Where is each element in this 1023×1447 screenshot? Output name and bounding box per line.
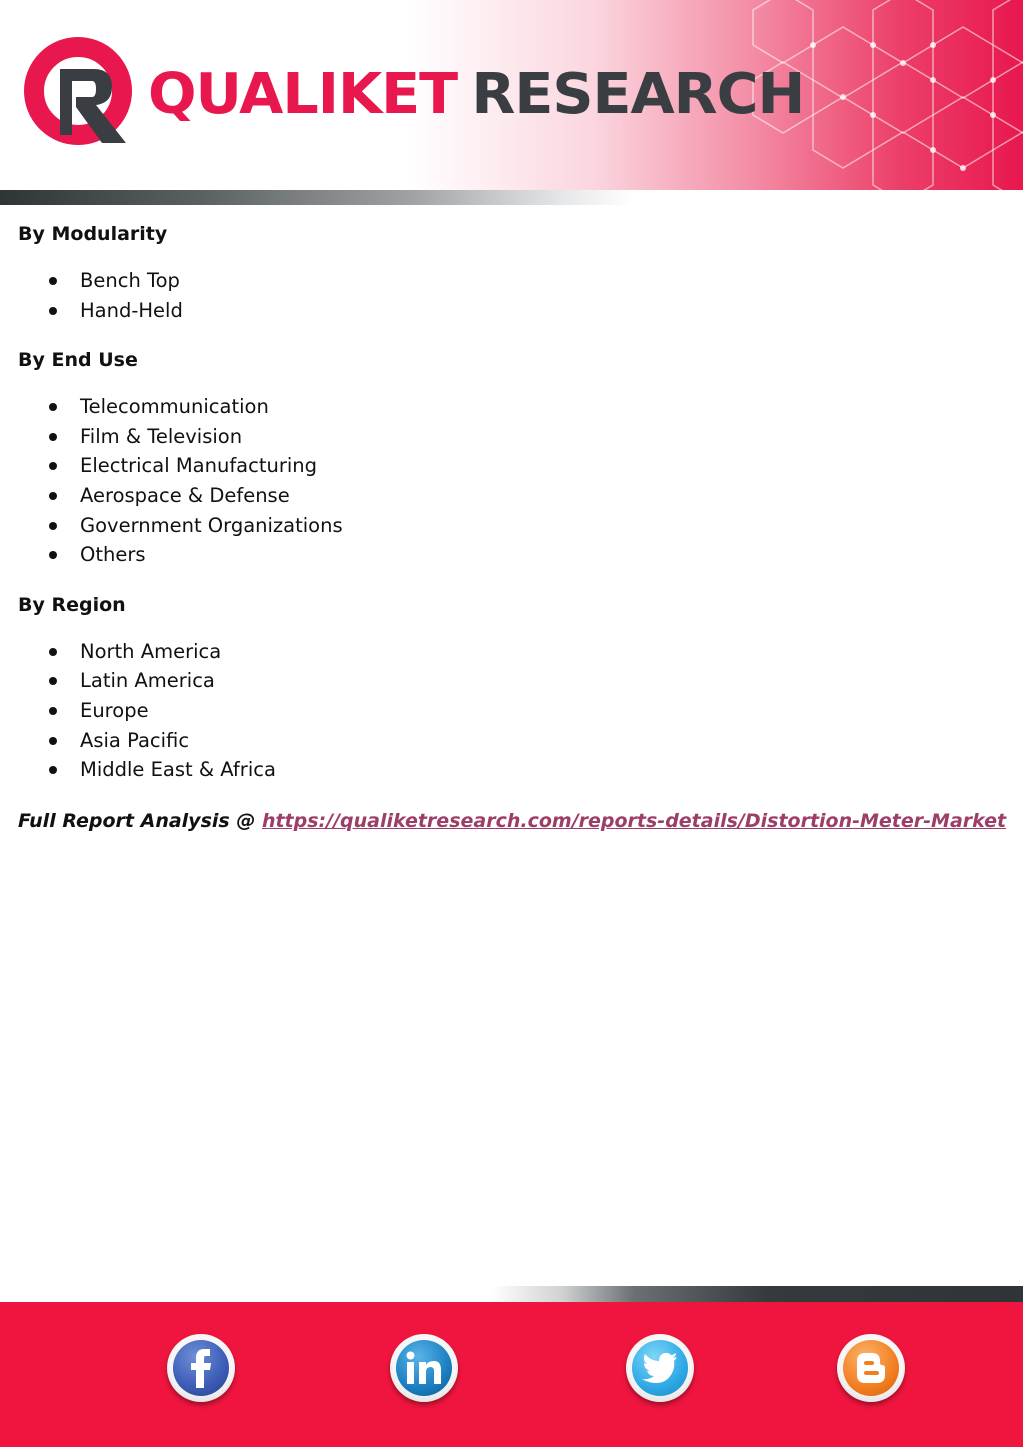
bullet-list <box>18 392 998 570</box>
list-item <box>18 511 998 541</box>
list-item <box>18 726 998 756</box>
bullet-list <box>18 637 998 785</box>
list-item-label: Others <box>80 543 146 567</box>
list-item-label: Middle East & Africa <box>80 758 276 782</box>
list-item-label: Bench Top <box>80 269 180 292</box>
list-item-label: Telecommunication <box>80 395 269 419</box>
list-item <box>18 666 998 696</box>
twitter-icon <box>632 1340 688 1396</box>
full-report-label: Full Report Analysis @ <box>18 809 256 832</box>
section-end-use <box>18 348 998 570</box>
section-modularity <box>18 222 998 325</box>
list-item-label: Film & Television <box>80 424 243 448</box>
brand-word-research: RESEARCH <box>471 62 805 127</box>
bullet-icon <box>49 551 57 559</box>
list-item-label: Latin America <box>80 669 215 693</box>
section-heading: By End Use <box>18 349 138 372</box>
bullet-icon <box>49 492 57 500</box>
list-item <box>18 481 998 511</box>
linkedin-button[interactable] <box>390 1334 458 1402</box>
bullet-icon <box>49 677 57 685</box>
bullet-icon <box>49 648 57 656</box>
list-item-label: Asia Pacific <box>80 728 190 752</box>
list-item <box>18 296 998 326</box>
bullet-icon <box>49 403 57 411</box>
list-item <box>18 696 998 726</box>
header-divider-bar <box>0 190 1023 205</box>
blogger-icon <box>843 1340 899 1396</box>
list-item <box>18 266 998 296</box>
footer-divider-bar <box>0 1286 1023 1302</box>
linkedin-icon <box>396 1340 452 1396</box>
bullet-icon <box>49 462 57 470</box>
full-report-link[interactable]: https://qualiketresearch.com/reports-details/Distortion-Meter-Market <box>261 809 1007 832</box>
bullet-icon <box>49 277 57 285</box>
section-region <box>18 593 998 785</box>
list-item <box>18 755 998 785</box>
list-item-label: Electrical Manufacturing <box>80 454 318 478</box>
bullet-icon <box>49 737 57 745</box>
list-item-label: Hand-Held <box>80 298 183 322</box>
qualiket-logo-icon <box>22 35 144 151</box>
facebook-button[interactable] <box>167 1334 235 1402</box>
list-item <box>18 637 998 667</box>
list-item <box>18 540 998 570</box>
bullet-list <box>18 266 998 325</box>
document-body <box>18 222 1007 834</box>
section-heading: By Modularity <box>18 223 168 245</box>
list-item-label: Europe <box>80 698 149 722</box>
blogger-button[interactable] <box>837 1334 905 1402</box>
twitter-button[interactable] <box>626 1334 694 1402</box>
bullet-icon <box>49 766 57 774</box>
brand-word-qualiket: QUALIKET <box>148 62 458 127</box>
list-item <box>18 422 998 452</box>
list-item-label: Aerospace & Defense <box>80 483 290 507</box>
page-header <box>0 0 1023 190</box>
bullet-icon <box>49 522 57 530</box>
list-item <box>18 392 998 422</box>
brand-name <box>148 62 804 128</box>
bullet-icon <box>49 307 57 315</box>
list-item-label: North America <box>80 639 222 663</box>
facebook-icon <box>173 1340 229 1396</box>
section-heading: By Region <box>18 593 126 616</box>
bullet-icon <box>49 433 57 441</box>
list-item <box>18 451 998 481</box>
full-report-line <box>18 808 1007 834</box>
bullet-icon <box>49 707 57 715</box>
list-item-label: Government Organizations <box>80 513 343 537</box>
